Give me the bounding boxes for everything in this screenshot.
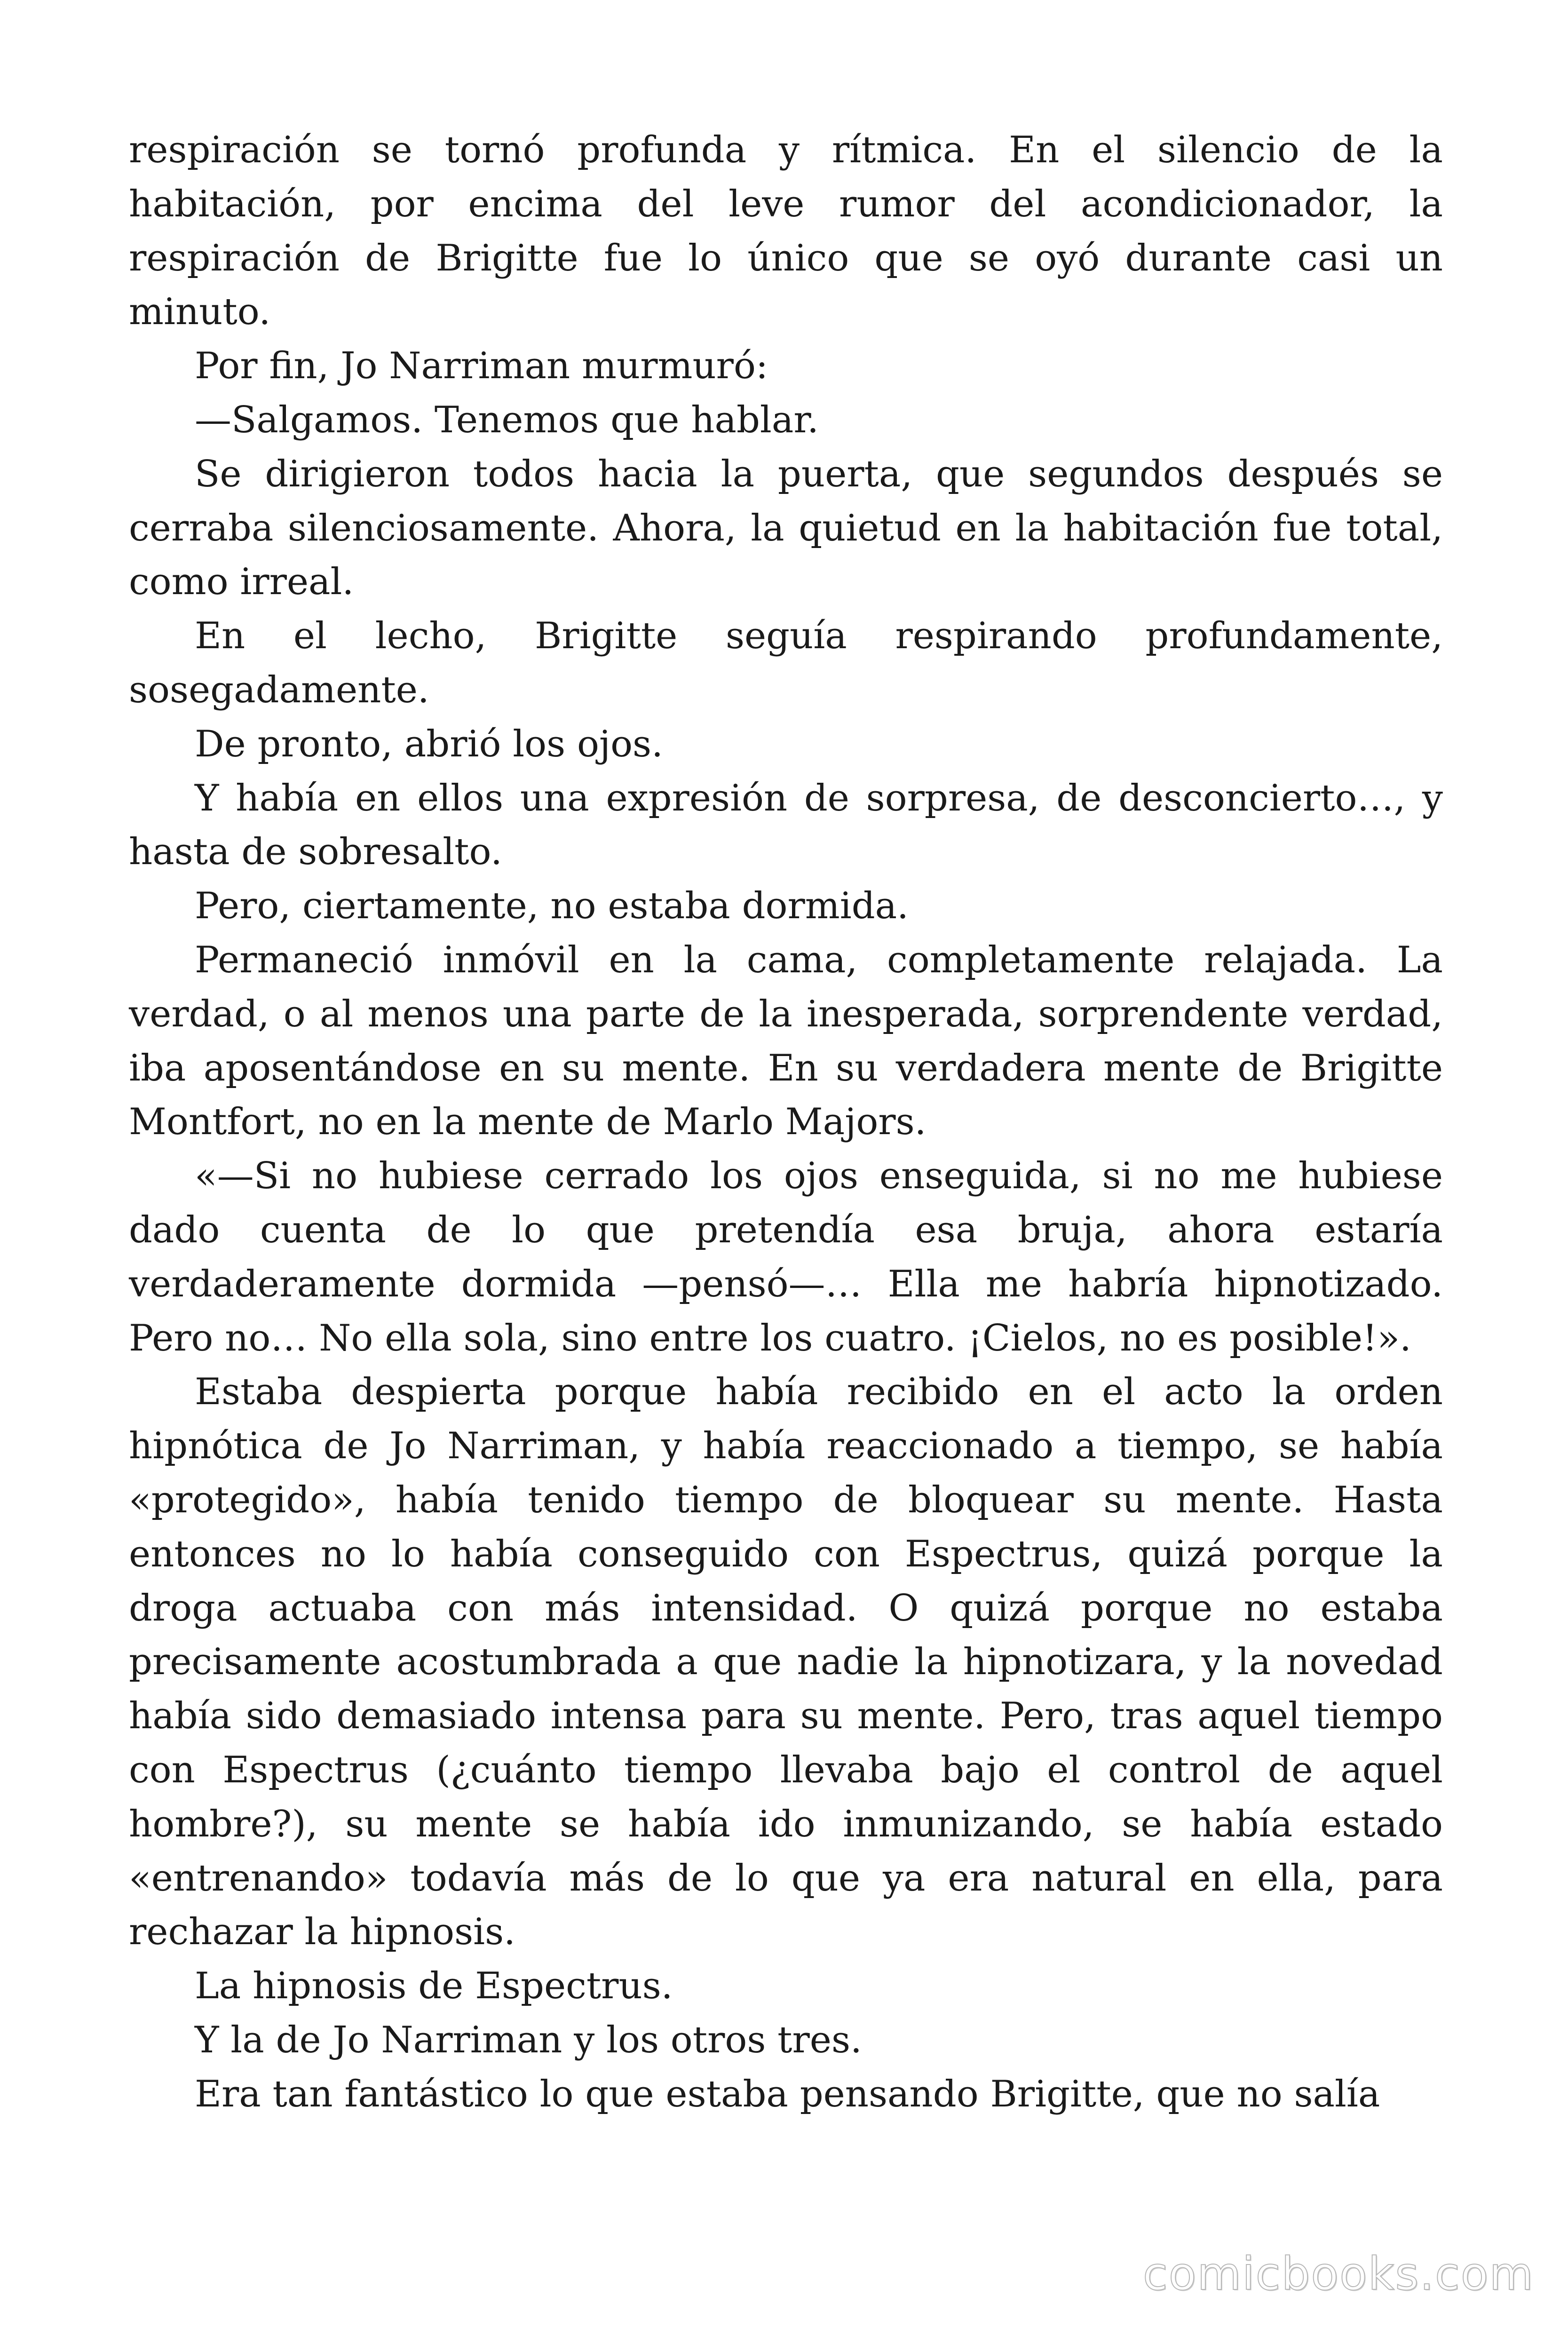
paragraph: Era tan fantástico lo que estaba pensando Brigitte, que no salía bbox=[195, 2073, 1380, 2115]
paragraph: La hipnosis de Espectrus. bbox=[195, 1965, 673, 2008]
paragraph: Y había en ellos una expresión de sorpresa, de desconcierto…, y hasta de sobresalto. bbox=[129, 777, 1443, 874]
paragraph: respiración se tornó profunda y rítmica. En el silencio de la habitación, por encima del leve rumor del acondicionador, la respiración de Brigitte fue lo único que se oyó durante casi un minuto. bbox=[129, 129, 1443, 334]
paragraph: Y la de Jo Narriman y los otros tres. bbox=[195, 2018, 862, 2061]
paragraph: —Salgamos. Tenemos que hablar. bbox=[195, 398, 819, 441]
paragraph: Por fin, Jo Narriman murmuró: bbox=[195, 345, 768, 388]
paragraph: En el lecho, Brigitte seguía respirando profundamente, sosegadamente. bbox=[129, 615, 1443, 711]
paragraph: Pero, ciertamente, no estaba dormida. bbox=[195, 885, 909, 928]
paragraph: Se dirigieron todos hacia la puerta, que segundos después se cerraba silenciosamente. Ahora, la quietud en la habitación fue total, como irreal. bbox=[129, 453, 1443, 604]
watermark: comicbooks.com bbox=[1142, 2248, 1534, 2300]
paragraph: Permaneció inmóvil en la cama, completamente relajada. La verdad, o al menos una parte de la inesperada, sorprendente verdad, iba aposentándose en su mente. En su verdadera mente de Brigitte Montfort, no en la mente de Marlo Majors. bbox=[129, 938, 1443, 1144]
page-text bbox=[129, 123, 1443, 2121]
paragraph: «—Si no hubiese cerrado los ojos enseguida, si no me hubiese dado cuenta de lo que pretendía esa bruja, ahora estaría verdaderamente dormida —pensó—… Ella me habría hipnotizado. Pero no… No ella sola, sino entre los cuatro. ¡Cielos, no es posible!». bbox=[129, 1155, 1443, 1359]
paragraph: De pronto, abrió los ojos. bbox=[195, 723, 663, 765]
paragraph: Estaba despierta porque había recibido en el acto la orden hipnótica de Jo Narriman, y había reaccionado a tiempo, se había «protegido», había tenido tiempo de bloquear su mente. Hasta entonces no lo había conseguido con Espectrus, quizá porque la droga actuaba con más intensidad. O quizá porque no estaba precisamente acostumbrada a que nadie la hipnotizara, y la novedad había sido demasiado intensa para su mente. Pero, tras aquel tiempo con Espectrus (¿cuánto tiempo llevaba bajo el control de aquel hombre?), su mente se había ido inmunizando, se había estado «entrenando» todavía más de lo que ya era natural en ella, para rechazar la hipnosis. bbox=[129, 1371, 1443, 1954]
